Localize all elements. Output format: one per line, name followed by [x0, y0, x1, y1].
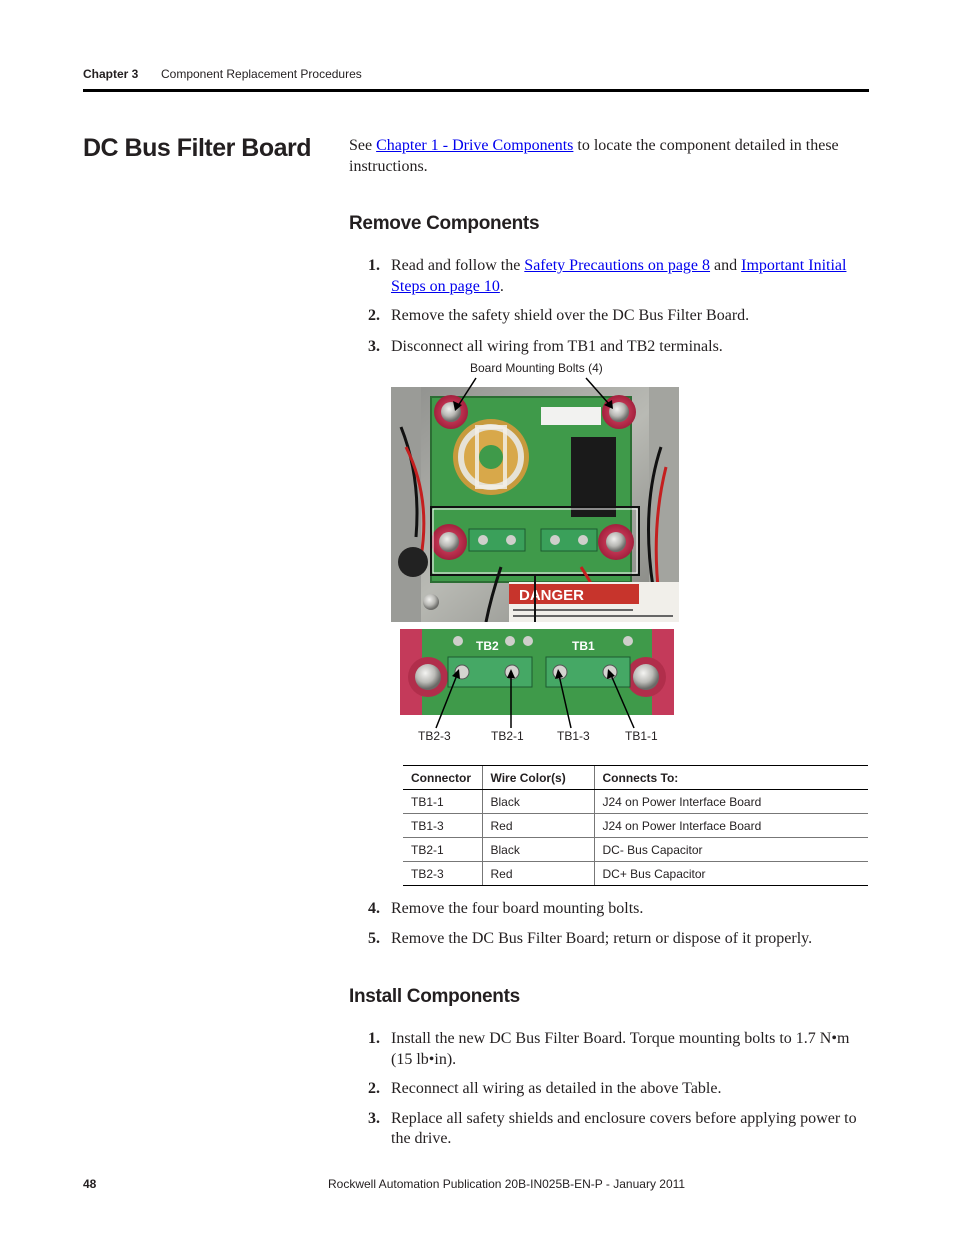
- table-cell: TB2-3: [403, 862, 482, 886]
- step-number: 2.: [368, 307, 380, 324]
- list-item: [349, 929, 869, 950]
- table-cell: Red: [482, 862, 594, 886]
- column-header-wire-color: Wire Color(s): [482, 766, 594, 790]
- remove-steps-list-continued: [349, 899, 869, 949]
- step-text: Read and follow the: [391, 257, 525, 274]
- table-cell: DC+ Bus Capacitor: [594, 862, 868, 886]
- step-text: Remove the safety shield over the DC Bus Filter Board.: [391, 307, 750, 324]
- list-item: [349, 256, 869, 297]
- list-item: [349, 306, 869, 327]
- wiring-table: [403, 765, 868, 886]
- tb2-1-callout: TB2-1: [491, 729, 524, 743]
- terminal-closeup-photo: [400, 629, 674, 715]
- table-cell: J24 on Power Interface Board: [594, 814, 868, 838]
- page-number: 48: [83, 1177, 97, 1191]
- table-cell: DC- Bus Capacitor: [594, 838, 868, 862]
- step-text: and: [710, 257, 742, 274]
- table-row: [403, 814, 868, 838]
- step-number: 4.: [368, 900, 380, 917]
- step-text: .: [499, 277, 504, 295]
- table-row: [403, 862, 868, 886]
- danger-label: DANGER: [519, 587, 585, 604]
- intro-text-post: to locate the component detailed in these instructions.: [349, 137, 839, 175]
- step-number: 3.: [368, 1109, 380, 1127]
- list-item: [349, 899, 869, 920]
- table-cell: Red: [482, 814, 594, 838]
- table-cell: Black: [482, 790, 594, 814]
- table-header-row: [403, 766, 868, 790]
- tb1-3-callout: TB1-3: [557, 729, 590, 743]
- chapter1-link[interactable]: Chapter 1 - Drive Components: [376, 137, 574, 154]
- intro-text-pre: See: [349, 137, 377, 154]
- list-item: [349, 1079, 869, 1100]
- step-number: 3.: [368, 337, 380, 355]
- remove-components-heading: Remove Components: [349, 213, 540, 234]
- intro-paragraph: [349, 136, 869, 177]
- step-text: Reconnect all wiring as detailed in the above Table.: [391, 1080, 722, 1097]
- table-cell: TB1-1: [403, 790, 482, 814]
- step-number: 1.: [368, 257, 380, 274]
- header-rule: [83, 89, 869, 92]
- tb1-board-label: TB1: [572, 639, 595, 653]
- table-row: [403, 790, 868, 814]
- chapter-label: Chapter 3: [83, 67, 139, 81]
- column-header-connects-to: Connects To:: [594, 766, 868, 790]
- table-row: [403, 838, 868, 862]
- step-number: 5.: [368, 929, 380, 947]
- mounting-bolts-label: Board Mounting Bolts (4): [470, 361, 603, 375]
- list-item: [349, 337, 869, 358]
- step-text: Install the new DC Bus Filter Board. Torque mounting bolts to 1.7 N•m (15 lb•in).: [391, 1030, 850, 1068]
- step-number: 2.: [368, 1080, 380, 1097]
- column-header-connector: Connector: [403, 766, 482, 790]
- tb2-board-label: TB2: [476, 639, 499, 653]
- install-components-heading: Install Components: [349, 986, 520, 1007]
- remove-steps-list: [349, 256, 869, 357]
- list-item: [349, 1109, 869, 1150]
- table-cell: TB1-3: [403, 814, 482, 838]
- list-item: [349, 1029, 869, 1070]
- step-text: Remove the four board mounting bolts.: [391, 900, 644, 917]
- step-number: 1.: [368, 1030, 380, 1047]
- tb2-3-callout: TB2-3: [418, 729, 451, 743]
- table-cell: J24 on Power Interface Board: [594, 790, 868, 814]
- step-text: Remove the DC Bus Filter Board; return or dispose of it properly.: [391, 929, 813, 947]
- table-cell: TB2-1: [403, 838, 482, 862]
- step-text: Disconnect all wiring from TB1 and TB2 terminals.: [391, 337, 723, 355]
- table-cell: Black: [482, 838, 594, 862]
- step-text: Replace all safety shields and enclosure covers before applying power to the drive.: [391, 1109, 857, 1147]
- board-photo: [391, 387, 679, 622]
- section-heading: DC Bus Filter Board: [83, 134, 312, 162]
- publication-info: Rockwell Automation Publication 20B-IN025B-EN-P - January 2011: [328, 1177, 686, 1191]
- chapter-title: Component Replacement Procedures: [161, 67, 362, 81]
- safety-precautions-link[interactable]: Safety Precautions on page 8: [524, 257, 711, 274]
- install-steps-list: [349, 1029, 869, 1150]
- tb1-1-callout: TB1-1: [625, 729, 658, 743]
- important-initial-steps-link[interactable]: Important Initial Steps on page 10: [391, 257, 847, 295]
